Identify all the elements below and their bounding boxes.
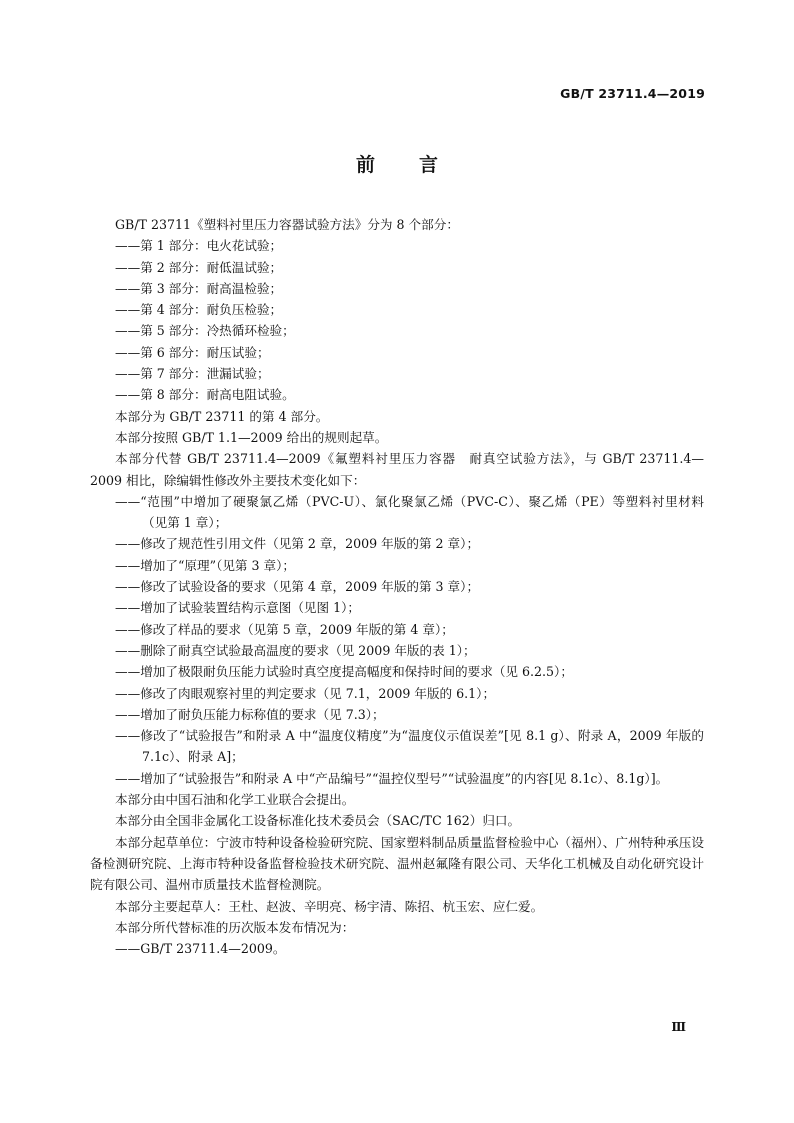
change-list-item: ——修改了规范性引用文件（见第 2 章，2009 年版的第 2 章）； xyxy=(115,536,480,552)
change-list-item: ——“范围”中增加了硬聚氯乙烯（PVC-U）、氯化聚氯乙烯（PVC-C）、聚乙烯（PE）等塑料衬里材料（见第 1 章）； xyxy=(115,493,704,531)
change-list-item: ——修改了试验设备的要求（见第 4 章，2009 年版的第 3 章）； xyxy=(115,579,480,595)
drafting-units: 本部分起草单位：宁波市特种设备检验研究院、国家塑料制品质量监督检验中心（福州）、广州特种承压设备检测研究院、上海市特种设备监督检验技术研究院、温州赵氟隆有限公司、天华化工机械及自动化研究设计院有限公司、温州市质量技术监督检测院。 xyxy=(90,834,704,893)
page-title xyxy=(0,150,794,177)
part-list-item: ——第 5 部分：冷热循环检验； xyxy=(115,323,295,339)
history-list-item: ——GB/T 23711.4—2009。 xyxy=(115,941,286,957)
proposed-by: 本部分由中国石油和化学工业联合会提出。 xyxy=(115,792,355,808)
part-list-item: ——第 1 部分：电火花试验； xyxy=(115,238,283,254)
title-char-2: 言 xyxy=(419,154,439,176)
change-list-item: ——增加了耐负压能力标称值的要求（见 7.3）； xyxy=(115,706,385,722)
part-list-item: ——第 7 部分：泄漏试验； xyxy=(115,366,270,382)
managed-by: 本部分由全国非金属化工设备标准化技术委员会（SAC/TC 162）归口。 xyxy=(115,813,521,829)
standard-code: GB/T 23711.4—2019 xyxy=(560,86,705,101)
change-list-item: ——修改了肉眼观察衬里的判定要求（见 7.1，2009 年版的 6.1）； xyxy=(115,685,496,701)
part-list-item: ——第 8 部分：耐高电阻试验。 xyxy=(115,387,295,403)
change-list-item: ——增加了“试验报告”和附录 A 中“产品编号”“温控仪型号”“试验温度”的内容[见 8.1c）、8.1g）]。 xyxy=(115,770,669,786)
change-list-item: ——修改了“试验报告”和附录 A 中“温度仪精度”为“温度仪示值误差”[见 8.1 g）、附录 A，2009 年版的 7.1c）、附录 A]； xyxy=(115,728,704,765)
title-char-1: 前 xyxy=(355,154,375,176)
change-list-item: ——删除了耐真空试验最高温度的要求（见 2009 年版的表 1）； xyxy=(115,642,476,658)
change-list-item: ——增加了试验装置结构示意图（见图 1）； xyxy=(115,600,360,616)
change-list-item: ——增加了极限耐负压能力试验时真空度提高幅度和保持时间的要求（见 6.2.5）； xyxy=(115,664,573,680)
part-list-item: ——第 4 部分：耐负压检验； xyxy=(115,302,283,318)
part-list-item: ——第 2 部分：耐低温试验； xyxy=(115,259,283,275)
drafting-rules: 本部分按照 GB/T 1.1—2009 给出的规则起草。 xyxy=(115,429,388,445)
part-list-item: ——第 6 部分：耐压试验； xyxy=(115,344,270,360)
part-statement: 本部分为 GB/T 23711 的第 4 部分。 xyxy=(115,408,329,424)
part-list-item: ——第 3 部分：耐高温检验； xyxy=(115,280,283,296)
change-list-item: ——增加了“原理”（见第 3 章）； xyxy=(115,557,296,573)
drafters: 本部分主要起草人：王杜、赵波、辛明亮、杨宇清、陈招、杭玉宏、应仁爱。 xyxy=(115,898,544,914)
foreword-body xyxy=(90,214,704,959)
replacement-statement: 本部分代替 GB/T 23711.4—2009《氟塑料衬里压力容器 耐真空试验方法》，与 GB/T 23711.4—2009 相比，除编辑性修改外主要技术变化如下： xyxy=(90,451,704,488)
change-list-item: ——修改了样品的要求（见第 5 章，2009 年版的第 4 章）； xyxy=(115,621,454,637)
history-intro: 本部分所代替标准的历次版本发布情况为： xyxy=(115,919,355,935)
intro-paragraph: GB/T 23711《塑料衬里压力容器试验方法》分为 8 个部分： xyxy=(115,217,459,232)
page-number: Ⅲ xyxy=(671,1020,686,1034)
